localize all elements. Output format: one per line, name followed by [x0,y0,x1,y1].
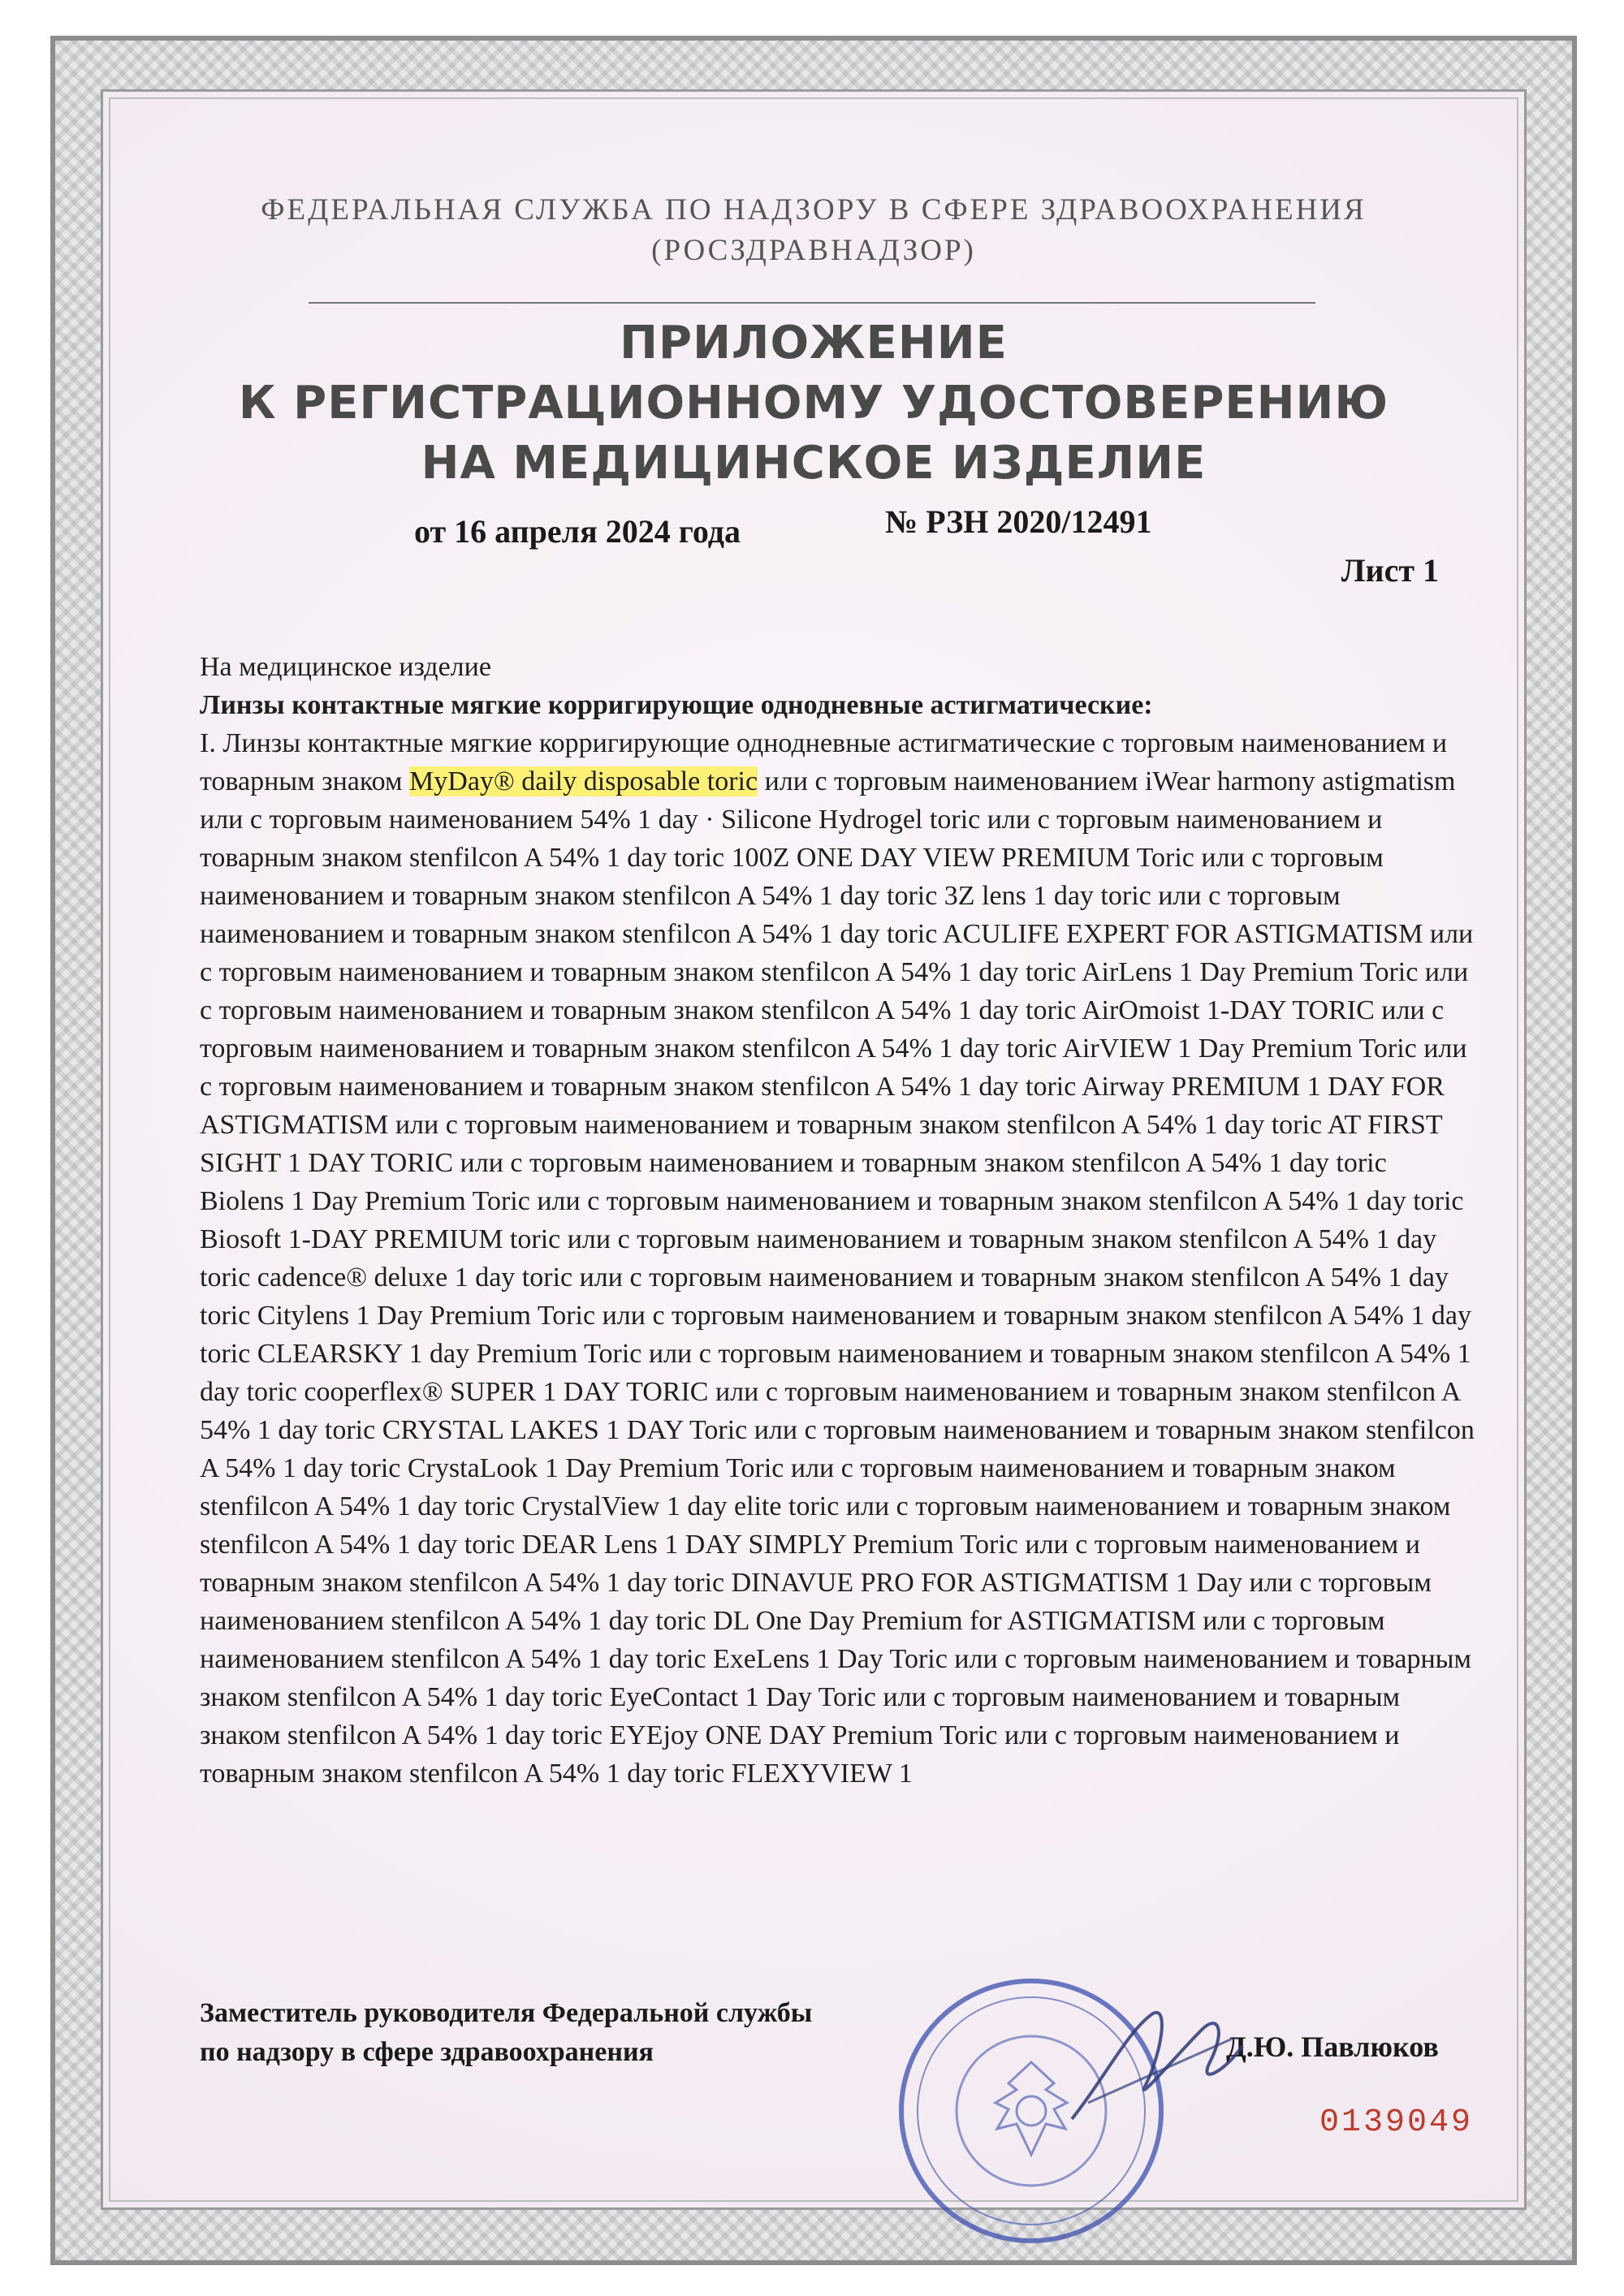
paragraph-start: I. Линзы контактные мягкие корригирующие однодневные астигматические с торговым наименованием и товарным знаком [200,728,1448,796]
body-paragraph [200,724,1476,1793]
document-subtitle-1: К РЕГИСТРАЦИОННОМУ УДОСТОВЕРЕНИЮ [238,377,1389,429]
sheet-number: Лист 1 [1341,552,1439,589]
paragraph-rest: или с торговым наименованием iWear harmony astigmatism или с торговым наименованием 54% 1 day · Silicone Hydrogel toric или с торговым наименованием и товарным знаком stenfilcon A 54% 1 day toric 100Z ONE DAY VIEW PREMIUM Toric или с торговым наименованием и товарным знаком stenfilcon A 54% 1 day toric 3Z lens 1 day toric или с торговым наименованием и товарным знаком stenfilcon A 54% 1 day toric ACULIFE EXPERT FOR ASTIGMATISM или с торговым наименованием и товарным знаком stenfilcon A 54% 1 day toric AirLens 1 Day Premium Toric или с торговым наименованием и товарным знаком stenfilcon A 54% 1 day toric AirOmoist 1-DAY TORIC или с торговым наименованием и товарным знаком stenfilcon A 54% 1 day toric AirVIEW 1 Day Premium Toric или с торговым наименованием и товарным знаком stenfilcon A 54% 1 day toric Airway PREMIUM 1 DAY FOR ASTIGMATISM или с торговым наименованием и товарным знаком stenfilcon A 54% 1 day toric AT FIRST SIGHT 1 DAY TORIC или с торговым наименованием и товарным знаком stenfilcon A 54% 1 day toric Biolens 1 Day Premium Toric или с торговым наименованием и товарным знаком stenfilcon A 54% 1 day toric Biosoft 1-DAY PREMIUM toric или с торговым наименованием и товарным знаком stenfilcon A 54% 1 day toric cadence® deluxe 1 day toric или с торговым наименованием и товарным знаком stenfilcon A 54% 1 day toric Citylens 1 Day Premium Toric или с торговым наименованием и товарным знаком stenfilcon A 54% 1 day toric CLEARSKY 1 day Premium Toric или с торговым наименованием и товарным знаком stenfilcon A 54% 1 day toric cooperflex® SUPER 1 DAY TORIC или с торговым наименованием и товарным знаком stenfilcon A 54% 1 day toric CRYSTAL LAKES 1 DAY Toric или с торговым наименованием и товарным знаком stenfilcon A 54% 1 day toric CrystaLook 1 Day Premium Toric или с торговым наименованием и товарным знаком stenfilcon A 54% 1 day toric CrystalView 1 day elite toric или с торговым наименованием и товарным знаком stenfilcon A 54% 1 day toric DEAR Lens 1 DAY SIMPLY Premium Toric или с торговым наименованием и товарным знаком stenfilcon A 54% 1 day toric DINAVUE PRO FOR ASTIGMATISM 1 Day или с торговым наименованием stenfilcon A 54% 1 day toric DL One Day Premium for ASTIGMATISM или с торговым наименованием stenfilcon A 54% 1 day toric ExeLens 1 Day Toric или с торговым наименованием и товарным знаком stenfilcon A 54% 1 day toric EyeContact 1 Day Toric или с торговым наименованием и товарным знаком stenfilcon A 54% 1 day toric EYEjoy ONE DAY Premium Toric или с торговым наименованием и товарным знаком stenfilcon A 54% 1 day toric FLEXYVIEW 1 [200,766,1475,1789]
serial-number: 0139049 [1320,2104,1474,2141]
signatory-title-line2: по надзору в сфере здравоохранения [200,2037,654,2067]
registration-number: № РЗН 2020/12491 [885,503,1152,540]
document-title: ПРИЛОЖЕНИЕ [620,317,1008,369]
agency-name: ФЕДЕРАЛЬНАЯ СЛУЖБА ПО НАДЗОРУ В СФЕРЕ ЗДРАВООХРАНЕНИЯ [261,193,1367,227]
signatory-title-line1: Заместитель руководителя Федеральной службы [200,1998,813,2028]
body-intro: На медицинское изделие [200,652,491,682]
issue-date: от 16 апреля 2024 года [414,513,741,550]
document-subtitle-2: НА МЕДИЦИНСКОЕ ИЗДЕЛИЕ [421,437,1207,490]
body-heading: Линзы контактные мягкие корригирующие однодневные астигматические: [200,690,1153,720]
document-body [200,648,1476,1793]
header-divider [309,302,1315,304]
handwritten-signature-icon [1056,1981,1250,2143]
agency-abbreviation: (РОСЗДРАВНАДЗОР) [651,234,976,267]
signatory-name: Д.Ю. Павлюков [1226,2031,1439,2063]
highlighted-trade-name: MyDay® daily disposable toric [409,766,758,796]
